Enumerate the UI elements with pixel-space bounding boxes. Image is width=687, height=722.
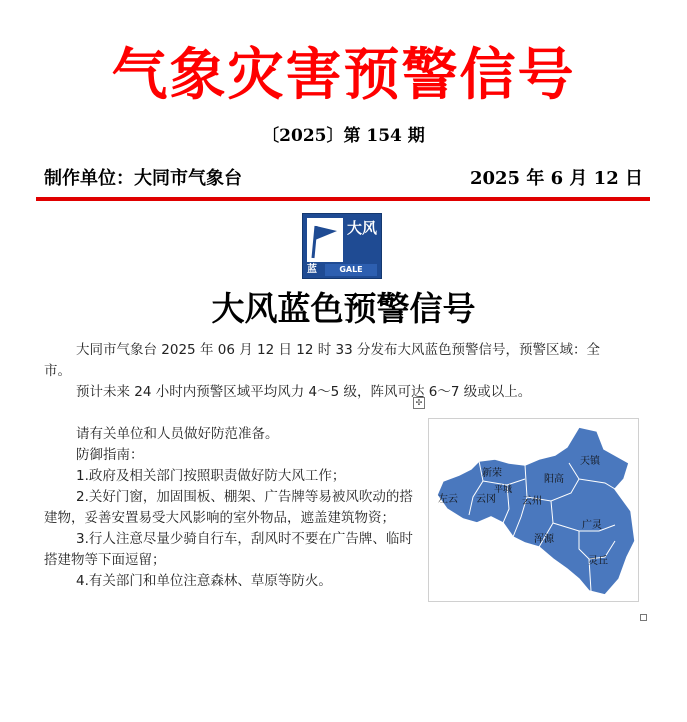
anchor-icon[interactable]: ✣ <box>413 397 425 409</box>
region-label-yanggao: 阳高 <box>544 474 564 485</box>
region-label-xinrong: 新荣 <box>482 468 502 479</box>
region-label-yungang: 云冈 <box>476 494 496 505</box>
guide-item-2: 2.关好门窗，加固围板、棚架、广告牌等易被风吹动的搭建物，妥善安置易受大风影响的室外物品，遮盖建筑物资； <box>44 489 413 526</box>
badge-en-label: GALE <box>325 264 377 276</box>
document-title: 气象灾害预警信号 <box>111 42 576 108</box>
map-labels <box>428 418 637 600</box>
para-forecast: 预计未来 24 小时内预警区域平均风力 4～5 级，阵风可达 6～7 级或以上。 <box>76 384 532 400</box>
wind-flag-icon <box>307 218 343 262</box>
guide-title: 防御指南： <box>76 447 144 463</box>
gale-warning-badge <box>302 213 382 279</box>
para-prepare: 请有关单位和人员做好防范准备。 <box>76 426 279 442</box>
region-label-lingqiu: 灵丘 <box>588 556 608 567</box>
region-label-hunyuan: 浑源 <box>534 534 554 545</box>
meta-row <box>44 166 643 192</box>
guide-item-1: 1.政府及相关部门按照职责做好防大风工作； <box>76 468 346 484</box>
region-label-zuoyun: 左云 <box>438 494 458 505</box>
guide-item-4: 4.有关部门和单位注意森林、草原等防火。 <box>76 573 332 589</box>
guide-section <box>44 424 416 592</box>
region-label-tianzhen: 天镇 <box>580 456 600 467</box>
resize-handle[interactable] <box>640 614 647 621</box>
guide-item-3: 3.行人注意尽量少骑自行车，刮风时不要在广告牌、临时搭建物等下面逗留； <box>44 531 413 568</box>
warning-body <box>44 340 619 403</box>
region-label-guangling: 广灵 <box>582 520 602 531</box>
badge-color-label: 蓝 <box>307 264 317 275</box>
region-label-pingcheng: 平城 <box>494 485 513 495</box>
badge-char: 大风 <box>347 219 378 237</box>
issuing-unit: 制作单位：大同市气象台 <box>44 168 242 189</box>
para-issue: 大同市气象台 2025 年 06 月 12 日 12 时 33 分发布大风蓝色预警信号，预警区域：全市。 <box>44 342 600 379</box>
red-divider <box>36 197 650 201</box>
signal-title: 大风蓝色预警信号 <box>211 289 476 328</box>
issue-number: 〔2025〕第 154 期 <box>262 126 425 146</box>
issue-date: 2025 年 6 月 12 日 <box>469 168 643 189</box>
region-label-yunzhou: 云州 <box>522 496 542 507</box>
